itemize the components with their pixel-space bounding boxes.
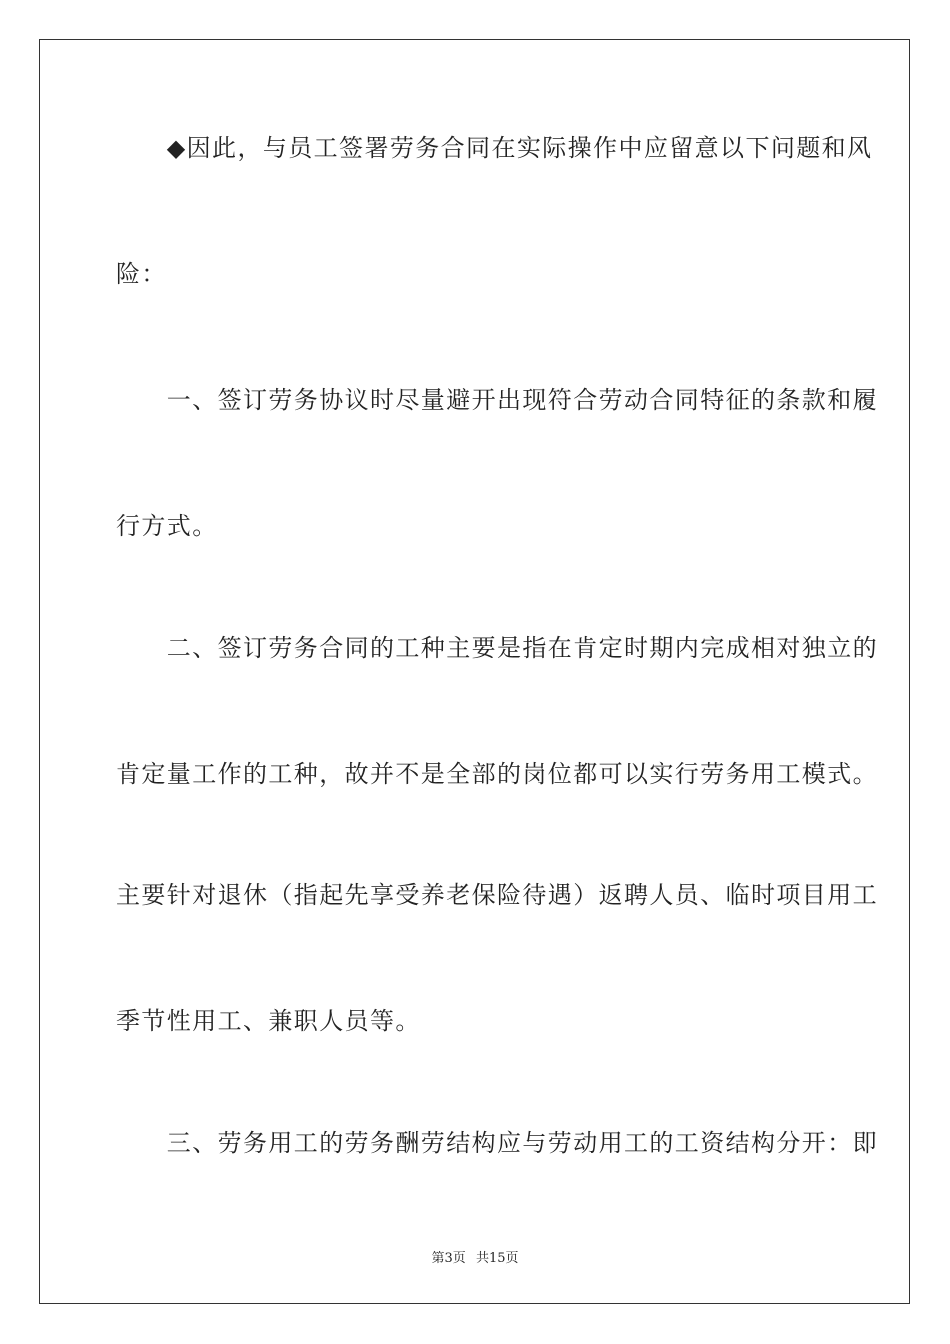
paragraph-line: 二、签订劳务合同的工种主要是指在肯定时期内完成相对独立的 bbox=[116, 634, 878, 662]
paragraph-line: 行方式。 bbox=[116, 512, 218, 540]
page-total: 共15页 bbox=[475, 1251, 519, 1266]
page-footer bbox=[0, 1247, 950, 1266]
paragraph-line: ◆因此，与员工签署劳务合同在实际操作中应留意以下问题和风 bbox=[116, 134, 873, 162]
paragraph-line: 肯定量工作的工种，故并不是全部的岗位都可以实行劳务用工模式。 bbox=[116, 760, 878, 788]
paragraph-line: 险： bbox=[116, 260, 167, 288]
page-border bbox=[39, 39, 910, 1304]
paragraph-line: 三、劳务用工的劳务酬劳结构应与劳动用工的工资结构分开：即 bbox=[116, 1129, 878, 1157]
page-number: 第3页 bbox=[431, 1251, 466, 1266]
paragraph-line: 主要针对退休（指起先享受养老保险待遇）返聘人员、临时项目用工 bbox=[116, 881, 878, 909]
paragraph-line: 季节性用工、兼职人员等。 bbox=[116, 1007, 421, 1035]
paragraph-line: 一、签订劳务协议时尽量避开出现符合劳动合同特征的条款和履 bbox=[116, 386, 878, 414]
